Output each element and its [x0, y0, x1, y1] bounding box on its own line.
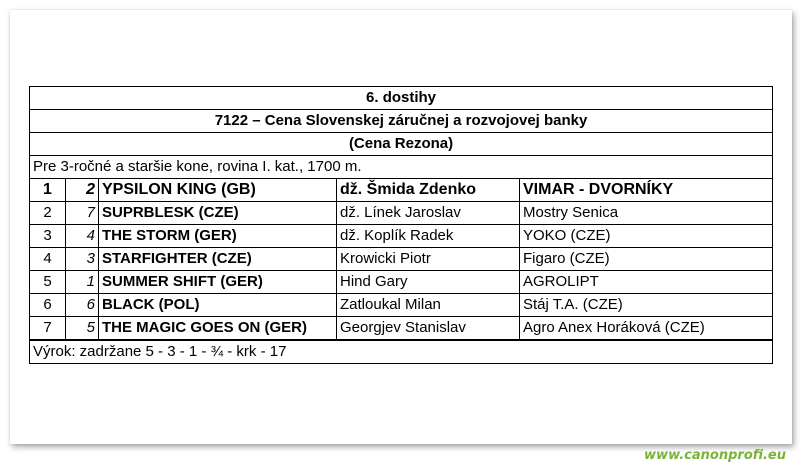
race-conditions: Pre 3-ročné a staršie kone, rovina I. kat., 1700 m. — [30, 156, 773, 179]
jockey-cell: Krowicki Piotr — [337, 248, 520, 271]
place-cell: 1 — [30, 179, 66, 202]
verdict-text: Výrok: zadržane 5 - 3 - 1 - ¾ - krk - 17 — [30, 340, 773, 364]
table-row — [30, 248, 773, 271]
place-cell: 7 — [30, 317, 66, 341]
table-row — [30, 179, 773, 202]
start-number-cell: 5 — [66, 317, 99, 341]
horse-cell: BLACK (POL) — [99, 294, 337, 317]
start-number-cell: 6 — [66, 294, 99, 317]
place-cell: 6 — [30, 294, 66, 317]
jockey-cell: Hind Gary — [337, 271, 520, 294]
owner-cell: Agro Anex Horáková (CZE) — [520, 317, 773, 341]
owner-cell: VIMAR - DVORNÍKY — [520, 179, 773, 202]
horse-cell: THE MAGIC GOES ON (GER) — [99, 317, 337, 341]
watermark-text: www.canonprofi.eu — [644, 448, 786, 463]
jockey-cell: dž. Línek Jaroslav — [337, 202, 520, 225]
table-row — [30, 202, 773, 225]
owner-cell: Mostry Senica — [520, 202, 773, 225]
jockey-cell: dž. Koplík Radek — [337, 225, 520, 248]
horse-cell: YPSILON KING (GB) — [99, 179, 337, 202]
race-subtitle: (Cena Rezona) — [30, 133, 773, 156]
owner-cell: YOKO (CZE) — [520, 225, 773, 248]
horse-cell: STARFIGHTER (CZE) — [99, 248, 337, 271]
place-cell: 4 — [30, 248, 66, 271]
owner-cell: Stáj T.A. (CZE) — [520, 294, 773, 317]
horse-cell: THE STORM (GER) — [99, 225, 337, 248]
race-name-row — [30, 110, 773, 133]
owner-cell: AGROLIPT — [520, 271, 773, 294]
start-number-cell: 7 — [66, 202, 99, 225]
table-row — [30, 294, 773, 317]
jockey-cell: dž. Šmida Zdenko — [337, 179, 520, 202]
place-cell: 3 — [30, 225, 66, 248]
jockey-cell: Zatloukal Milan — [337, 294, 520, 317]
jockey-cell: Georgjev Stanislav — [337, 317, 520, 341]
start-number-cell: 4 — [66, 225, 99, 248]
start-number-cell: 2 — [66, 179, 99, 202]
place-cell: 2 — [30, 202, 66, 225]
race-subtitle-row — [30, 133, 773, 156]
table-row — [30, 225, 773, 248]
race-title-row — [30, 87, 773, 110]
table-row — [30, 317, 773, 341]
place-cell: 5 — [30, 271, 66, 294]
table-row — [30, 271, 773, 294]
race-name: 7122 – Cena Slovenskej záručnej a rozvojovej banky — [30, 110, 773, 133]
race-conditions-row — [30, 156, 773, 179]
horse-cell: SUPRBLESK (CZE) — [99, 202, 337, 225]
owner-cell: Figaro (CZE) — [520, 248, 773, 271]
race-title: 6. dostihy — [30, 87, 773, 110]
start-number-cell: 1 — [66, 271, 99, 294]
horse-cell: SUMMER SHIFT (GER) — [99, 271, 337, 294]
race-results-table — [29, 86, 773, 364]
verdict-row — [30, 340, 773, 364]
start-number-cell: 3 — [66, 248, 99, 271]
